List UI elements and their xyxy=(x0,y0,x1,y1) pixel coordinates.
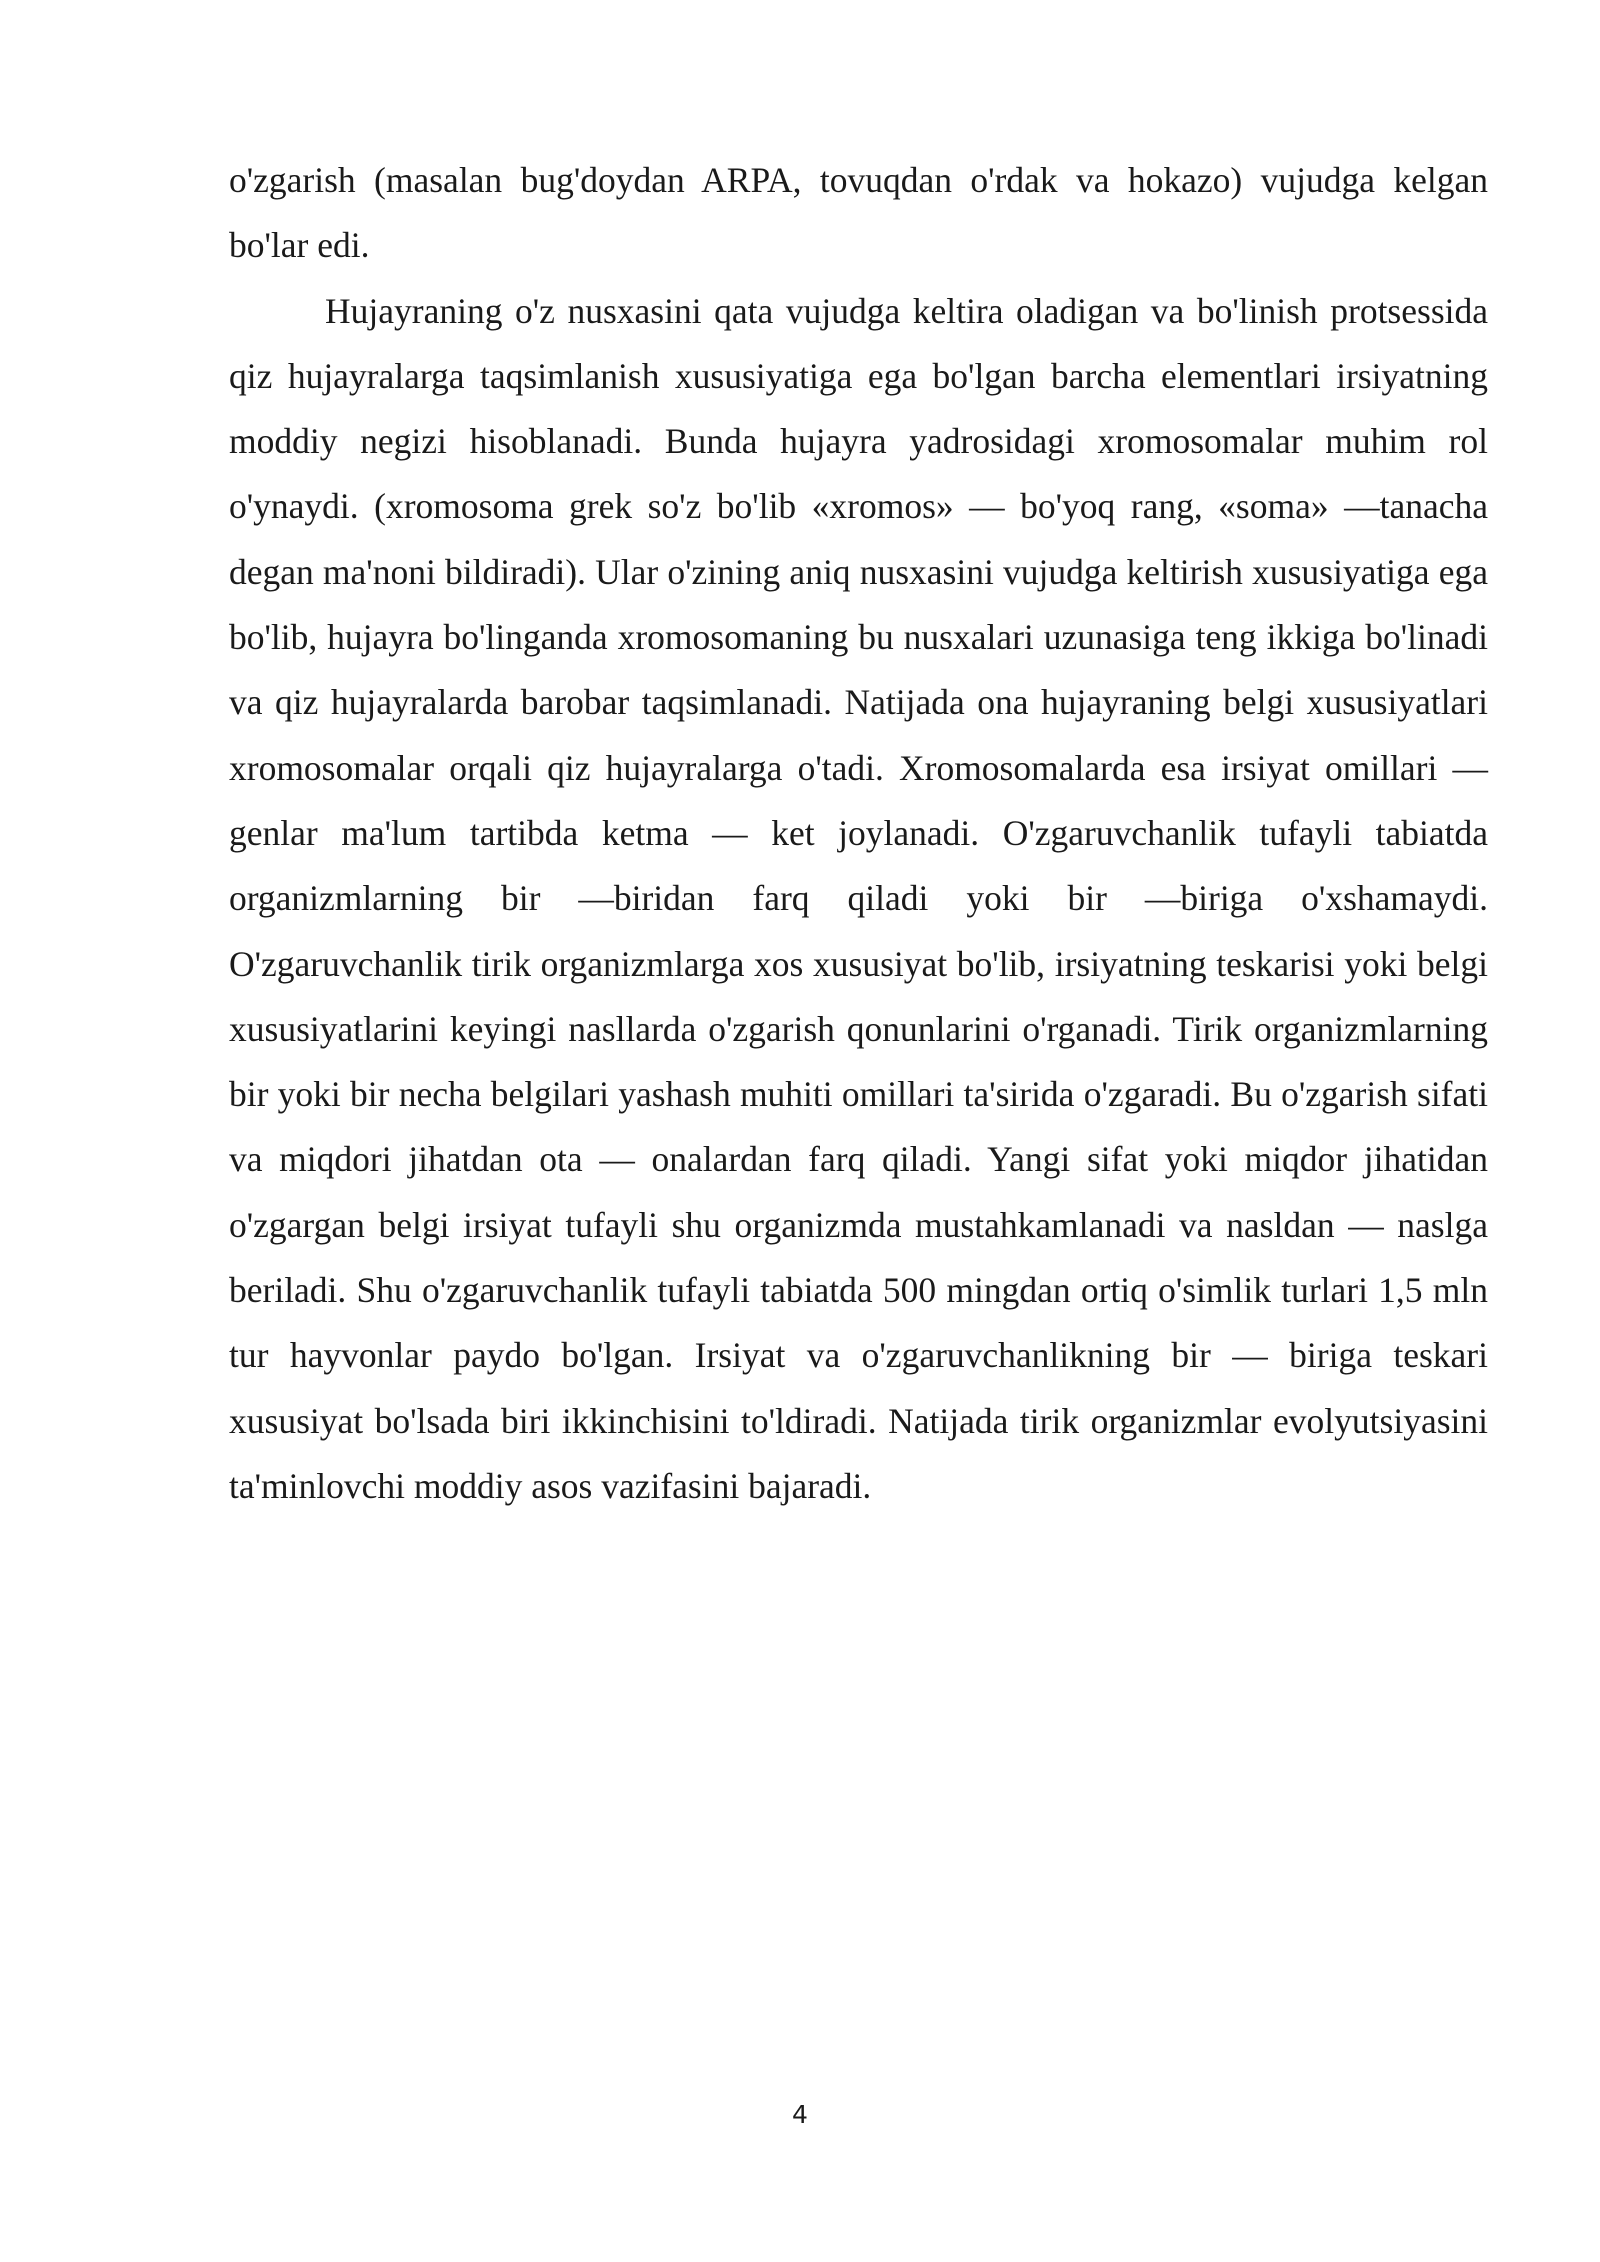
paragraph-heredity: Hujayraning o'z nusxasini qata vujudga keltira oladigan va bo'linish protsessida qiz hujayralarga taqsimlanish xususiyatiga ega bo'lgan barcha elementlari irsiyatning moddiy negizi hisoblanadi. Bunda hujayra yadrosidagi xromosomalar muhim rol o'ynaydi. (xromosoma grek so'z bo'lib «xromos» — bo'yoq rang, «soma» —tanacha degan ma'noni bildiradi). Ular o'zining aniq nusxasini vujudga keltirish xususiyatiga ega bo'lib, hujayra bo'linganda xromosomaning bu nusxalari uzunasiga teng ikkiga bo'linadi va qiz hujayralarda barobar taqsimlanadi. Natijada ona hujayraning belgi xususiyatlari xromosomalar orqali qiz hujayralarga o'tadi. Xromosomalarda esa irsiyat omillari — genlar ma'lum tartibda ketma — ket joylanadi. O'zgaruvchanlik tufayli tabiatda organizmlarning bir —biridan farq qiladi yoki bir —biriga o'xshamaydi. O'zgaruvchanlik tirik organizmlarga xos xususiyat bo'lib, irsiyatning teskarisi yoki belgi xususiyatlarini keyingi nasllarda o'zgarish qonunlarini o'rganadi. Tirik organizmlarning bir yoki bir necha belgilari yashash muhiti omillari ta'sirida o'zgaradi. Bu o'zgarish sifati va miqdori jihatdan ota — onalardan farq qiladi. Yangi sifat yoki miqdor jihatidan o'zgargan belgi irsiyat tufayli shu organizmda mustahkamlanadi va nasldan — naslga beriladi. Shu o'zgaruvchanlik tufayli tabiatda 500 mingdan ortiq o'simlik turlari 1,5 mln tur hayvonlar paydo bo'lgan. Irsiyat va o'zgaruvchanlikning bir — biriga teskari xususiyat bo'lsada biri ikkinchisini to'ldiradi. Natijada tirik organizmlar evolyutsiyasini ta'minlovchi moddiy asos vazifasini bajaradi. xyxy=(229,290,1488,1506)
body-text xyxy=(229,148,1488,1519)
paragraph-continuation: o'zgarish (masalan bug'doydan ARPA, tovuqdan o'rdak va hokazo) vujudga kelgan bo'lar edi. xyxy=(229,160,1488,266)
page-number: 4 xyxy=(792,2100,808,2129)
